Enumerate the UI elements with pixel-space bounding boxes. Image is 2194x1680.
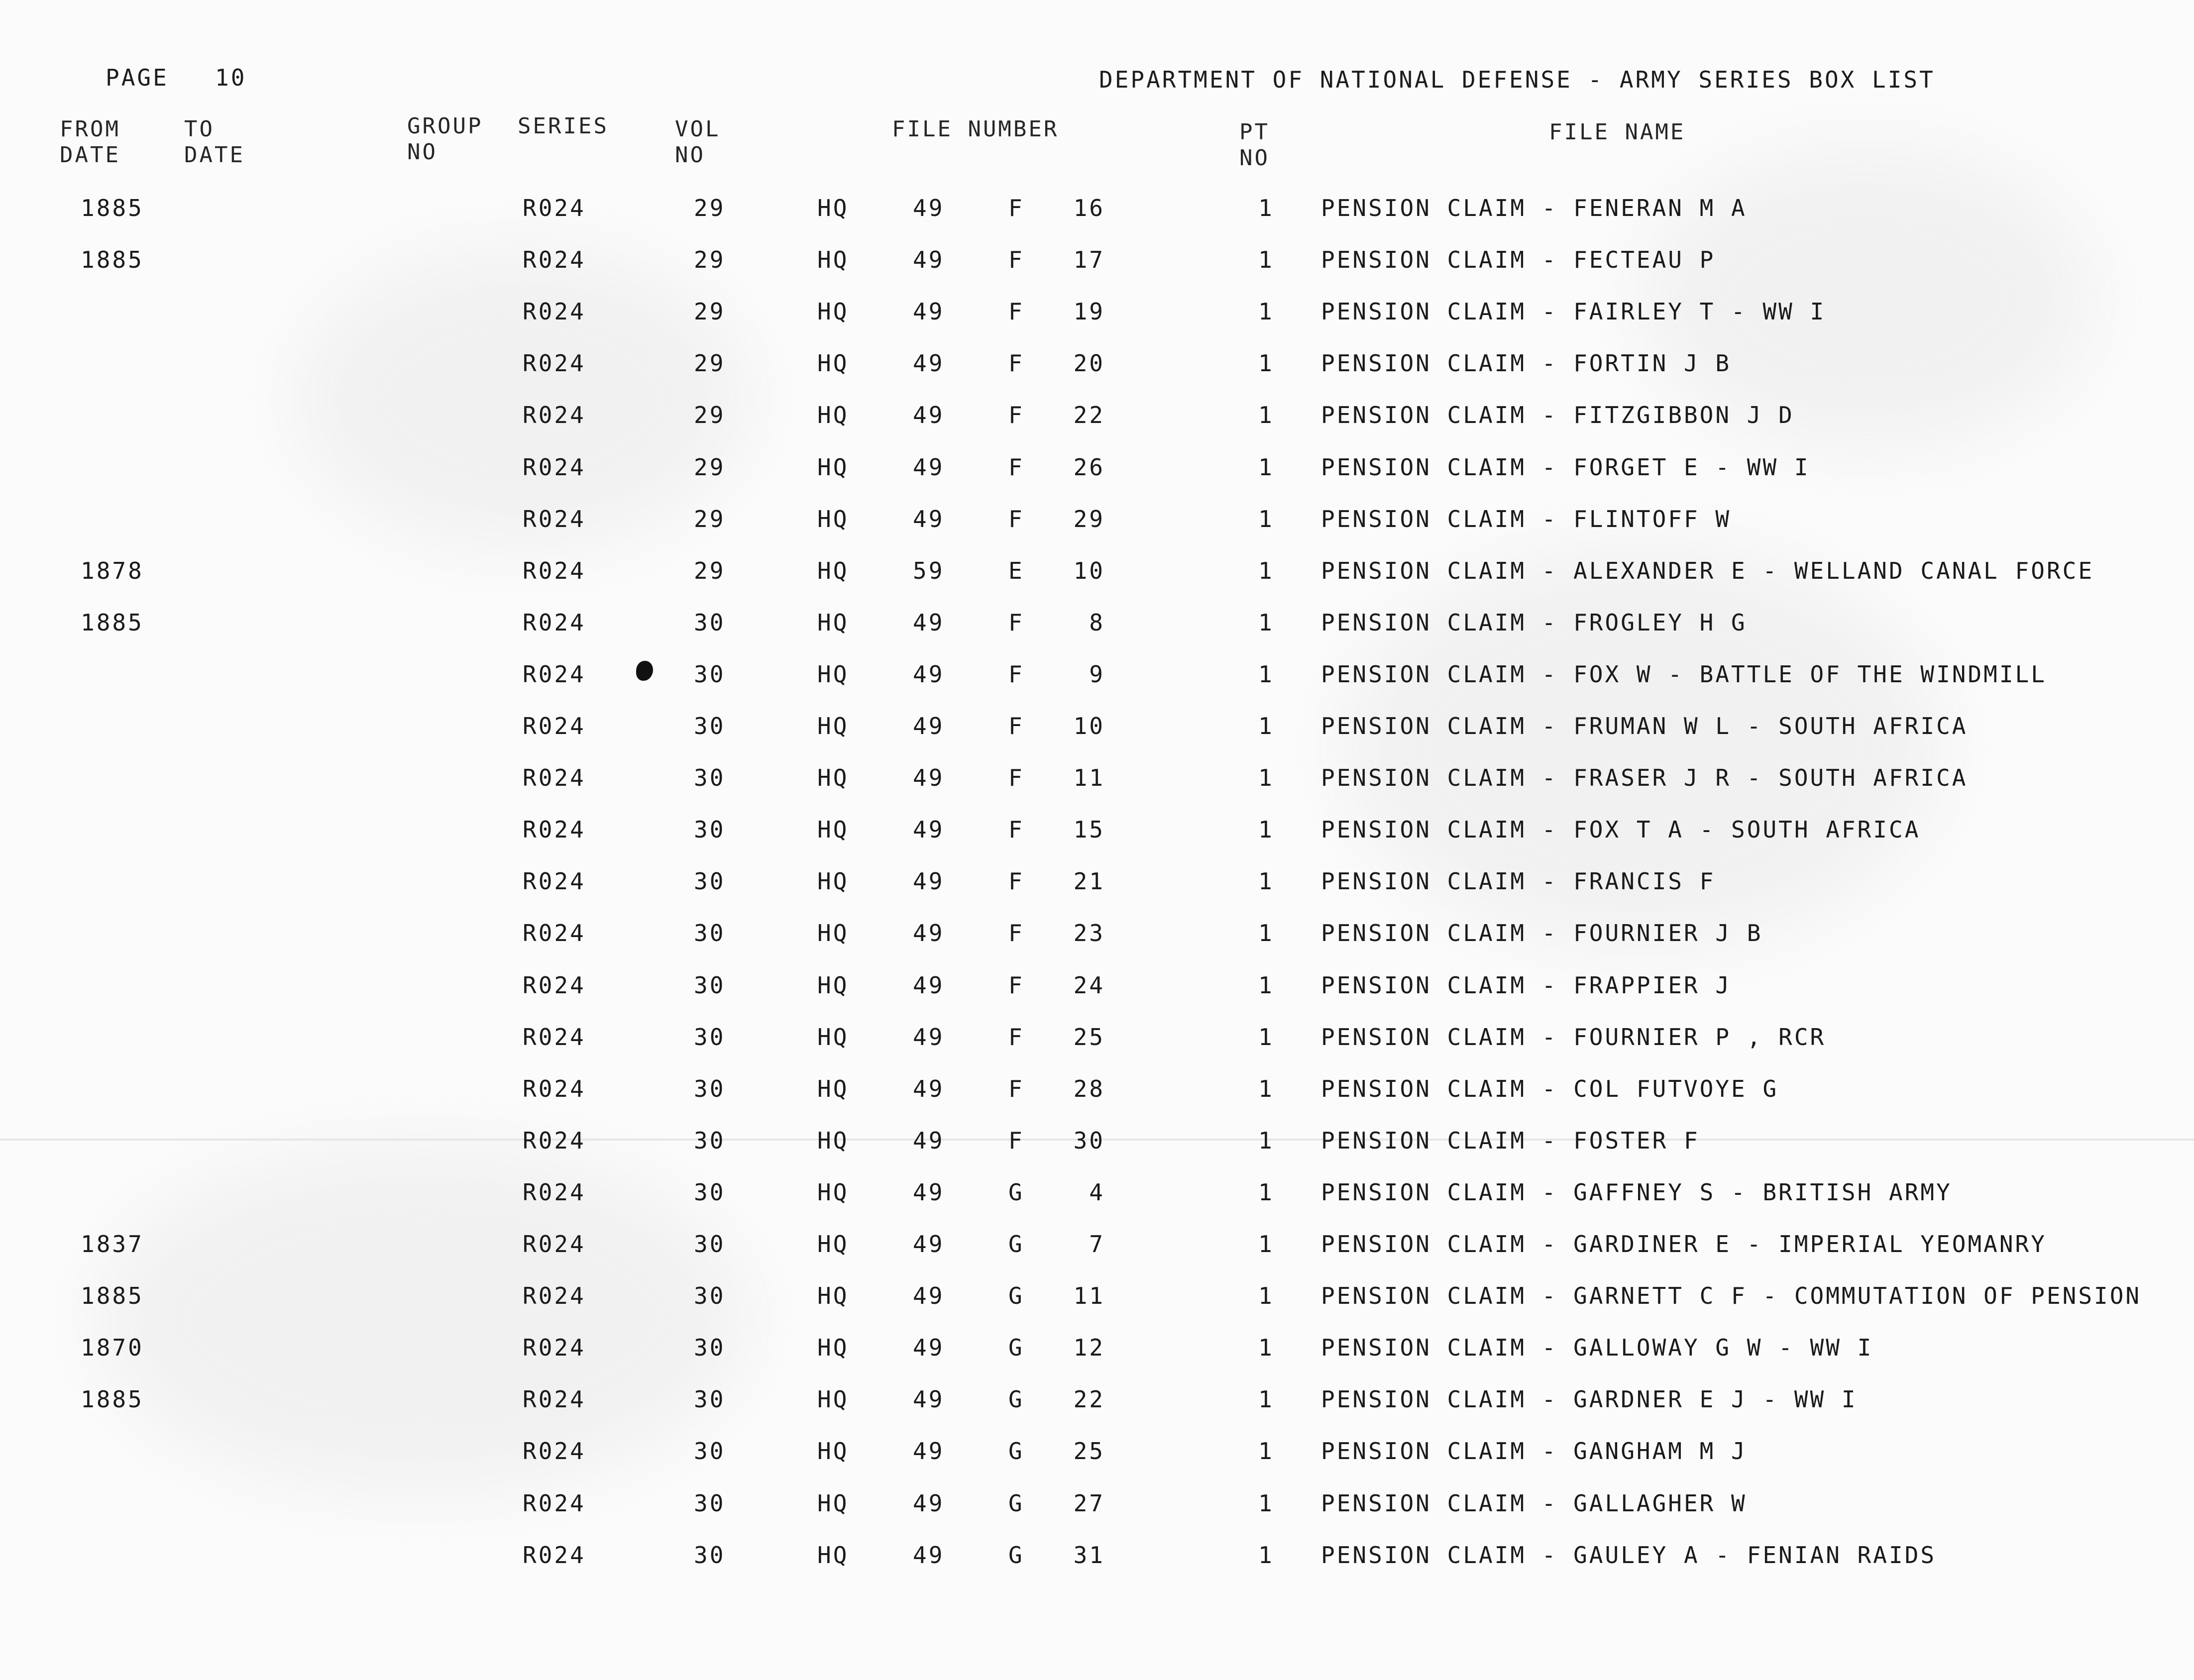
from-date-cell: 1885: [81, 1386, 144, 1413]
table-row: [0, 1333, 2194, 1363]
file-letter-cell: F: [1008, 298, 1024, 325]
file-prefix-cell: HQ: [817, 1179, 849, 1206]
file-prefix-cell: HQ: [817, 816, 849, 843]
file-block-cell: 49: [913, 1542, 945, 1569]
pt-no-cell: 1: [1258, 506, 1274, 532]
table-row: [0, 1488, 2194, 1518]
file-prefix-cell: HQ: [817, 1231, 849, 1258]
vol-no-cell: 30: [694, 1231, 726, 1258]
file-block-cell: 49: [913, 1334, 945, 1361]
vol-no-cell: 29: [694, 298, 726, 325]
file-number-cell: 11: [1073, 764, 1105, 791]
table-row: [0, 1126, 2194, 1155]
file-block-cell: 49: [913, 246, 945, 273]
file-name-cell: PENSION CLAIM - FAIRLEY T - WW I: [1321, 298, 1826, 325]
file-name-cell: PENSION CLAIM - ALEXANDER E - WELLAND CANAL FORCE: [1321, 557, 2094, 584]
from-date-cell: 1837: [81, 1231, 144, 1258]
series-cell: R024: [523, 246, 586, 273]
vol-no-cell: 30: [694, 1438, 726, 1465]
file-number-cell: 30: [1073, 1127, 1105, 1154]
pt-no-cell: 1: [1258, 661, 1274, 688]
vol-no-cell: 30: [694, 1386, 726, 1413]
vol-no-cell: 30: [694, 816, 726, 843]
file-name-cell: PENSION CLAIM - GAFFNEY S - BRITISH ARMY: [1321, 1179, 1952, 1206]
pt-no-cell: 1: [1258, 298, 1274, 325]
file-prefix-cell: HQ: [817, 350, 849, 377]
file-letter-cell: G: [1008, 1438, 1024, 1465]
file-name-cell: PENSION CLAIM - FOX W - BATTLE OF THE WINDMILL: [1321, 661, 2047, 688]
table-row: [0, 1540, 2194, 1570]
file-number-cell: 21: [1073, 868, 1105, 895]
pt-no-cell: 1: [1258, 246, 1274, 273]
file-block-cell: 49: [913, 195, 945, 221]
pt-no-cell: 1: [1258, 1438, 1274, 1465]
series-cell: R024: [523, 557, 586, 584]
file-letter-cell: G: [1008, 1386, 1024, 1413]
table-row: [0, 348, 2194, 378]
series-cell: R024: [523, 195, 586, 221]
file-number-cell: 31: [1073, 1542, 1105, 1569]
file-number-cell: 4: [1089, 1179, 1105, 1206]
pt-no-cell: 1: [1258, 454, 1274, 481]
pt-no-cell: 1: [1258, 350, 1274, 377]
vol-no-cell: 29: [694, 506, 726, 532]
table-row: [0, 400, 2194, 430]
file-number-cell: 11: [1073, 1282, 1105, 1309]
file-prefix-cell: HQ: [817, 1386, 849, 1413]
table-row: [0, 452, 2194, 482]
pt-no-cell: 1: [1258, 195, 1274, 221]
pt-no-cell: 1: [1258, 920, 1274, 946]
page-number: 10: [215, 64, 247, 91]
pt-no-cell: 1: [1258, 1386, 1274, 1413]
file-name-cell: PENSION CLAIM - FORTIN J B: [1321, 350, 1732, 377]
file-block-cell: 49: [913, 661, 945, 688]
table-row: [0, 504, 2194, 534]
file-letter-cell: F: [1008, 764, 1024, 791]
file-prefix-cell: HQ: [817, 972, 849, 999]
vol-no-cell: 29: [694, 195, 726, 221]
column-header-pt-no: PT NO: [1239, 119, 1270, 171]
pt-no-cell: 1: [1258, 764, 1274, 791]
series-cell: R024: [523, 661, 586, 688]
series-cell: R024: [523, 506, 586, 532]
file-prefix-cell: HQ: [817, 557, 849, 584]
report-title: DEPARTMENT OF NATIONAL DEFENSE - ARMY SERIES BOX LIST: [1099, 66, 1935, 93]
pt-no-cell: 1: [1258, 1024, 1274, 1050]
file-block-cell: 49: [913, 868, 945, 895]
series-cell: R024: [523, 1231, 586, 1258]
table-row: [0, 1281, 2194, 1311]
table-row: [0, 1384, 2194, 1414]
vol-no-cell: 30: [694, 764, 726, 791]
file-prefix-cell: HQ: [817, 402, 849, 428]
file-letter-cell: F: [1008, 713, 1024, 739]
file-name-cell: PENSION CLAIM - FOSTER F: [1321, 1127, 1700, 1154]
series-cell: R024: [523, 1438, 586, 1465]
pt-no-cell: 1: [1258, 868, 1274, 895]
table-row: [0, 918, 2194, 948]
file-name-cell: PENSION CLAIM - FRASER J R - SOUTH AFRICA: [1321, 764, 1968, 791]
file-block-cell: 49: [913, 713, 945, 739]
file-number-cell: 17: [1073, 246, 1105, 273]
file-number-cell: 20: [1073, 350, 1105, 377]
series-cell: R024: [523, 1490, 586, 1517]
vol-no-cell: 30: [694, 609, 726, 636]
file-letter-cell: F: [1008, 816, 1024, 843]
file-prefix-cell: HQ: [817, 661, 849, 688]
file-letter-cell: G: [1008, 1179, 1024, 1206]
series-cell: R024: [523, 1075, 586, 1102]
file-name-cell: PENSION CLAIM - GALLOWAY G W - WW I: [1321, 1334, 1873, 1361]
table-row: [0, 1022, 2194, 1052]
file-block-cell: 49: [913, 1438, 945, 1465]
file-prefix-cell: HQ: [817, 1024, 849, 1050]
file-prefix-cell: HQ: [817, 1127, 849, 1154]
table-row: [0, 1177, 2194, 1207]
file-letter-cell: F: [1008, 920, 1024, 946]
file-name-cell: PENSION CLAIM - FRANCIS F: [1321, 868, 1716, 895]
series-cell: R024: [523, 402, 586, 428]
file-block-cell: 49: [913, 609, 945, 636]
file-block-cell: 59: [913, 557, 945, 584]
vol-no-cell: 29: [694, 402, 726, 428]
file-block-cell: 49: [913, 920, 945, 946]
file-name-cell: PENSION CLAIM - FLINTOFF W: [1321, 506, 1732, 532]
from-date-cell: 1885: [81, 246, 144, 273]
series-cell: R024: [523, 920, 586, 946]
file-block-cell: 49: [913, 972, 945, 999]
paper-stain: [299, 249, 747, 547]
file-block-cell: 49: [913, 1490, 945, 1517]
file-name-cell: PENSION CLAIM - FENERAN M A: [1321, 195, 1747, 221]
file-block-cell: 49: [913, 298, 945, 325]
file-number-cell: 25: [1073, 1438, 1105, 1465]
file-block-cell: 49: [913, 1282, 945, 1309]
file-number-cell: 26: [1073, 454, 1105, 481]
from-date-cell: 1885: [81, 1282, 144, 1309]
pt-no-cell: 1: [1258, 1334, 1274, 1361]
column-header-vol-no: VOL NO: [675, 116, 721, 168]
file-prefix-cell: HQ: [817, 868, 849, 895]
file-letter-cell: F: [1008, 1075, 1024, 1102]
series-cell: R024: [523, 298, 586, 325]
vol-no-cell: 30: [694, 713, 726, 739]
table-row: [0, 608, 2194, 637]
file-name-cell: PENSION CLAIM - GAULEY A - FENIAN RAIDS: [1321, 1542, 1937, 1569]
file-number-cell: 16: [1073, 195, 1105, 221]
from-date-cell: 1870: [81, 1334, 144, 1361]
vol-no-cell: 30: [694, 1542, 726, 1569]
column-header-to-date: TO DATE: [184, 116, 245, 168]
file-block-cell: 49: [913, 506, 945, 532]
vol-no-cell: 30: [694, 1127, 726, 1154]
pt-no-cell: 1: [1258, 402, 1274, 428]
file-prefix-cell: HQ: [817, 1490, 849, 1517]
file-letter-cell: G: [1008, 1282, 1024, 1309]
file-name-cell: PENSION CLAIM - GALLAGHER W: [1321, 1490, 1747, 1517]
file-name-cell: PENSION CLAIM - GARDINER E - IMPERIAL YEOMANRY: [1321, 1231, 2047, 1258]
file-name-cell: PENSION CLAIM - GARDNER E J - WW I: [1321, 1386, 1858, 1413]
series-cell: R024: [523, 816, 586, 843]
vol-no-cell: 30: [694, 1075, 726, 1102]
series-cell: R024: [523, 868, 586, 895]
file-letter-cell: F: [1008, 609, 1024, 636]
table-row: [0, 866, 2194, 896]
file-prefix-cell: HQ: [817, 195, 849, 221]
pt-no-cell: 1: [1258, 816, 1274, 843]
file-name-cell: PENSION CLAIM - FOURNIER J B: [1321, 920, 1763, 946]
series-cell: R024: [523, 1282, 586, 1309]
file-number-cell: 15: [1073, 816, 1105, 843]
series-cell: R024: [523, 1179, 586, 1206]
file-letter-cell: F: [1008, 1024, 1024, 1050]
file-name-cell: PENSION CLAIM - FORGET E - WW I: [1321, 454, 1810, 481]
file-name-cell: PENSION CLAIM - FRAPPIER J: [1321, 972, 1732, 999]
file-block-cell: 49: [913, 1075, 945, 1102]
table-row: [0, 297, 2194, 326]
vol-no-cell: 30: [694, 661, 726, 688]
table-row: [0, 1436, 2194, 1466]
file-block-cell: 49: [913, 816, 945, 843]
file-letter-cell: F: [1008, 195, 1024, 221]
series-cell: R024: [523, 1542, 586, 1569]
vol-no-cell: 29: [694, 454, 726, 481]
file-letter-cell: G: [1008, 1490, 1024, 1517]
file-prefix-cell: HQ: [817, 1438, 849, 1465]
file-letter-cell: F: [1008, 350, 1024, 377]
file-number-cell: 8: [1089, 609, 1105, 636]
table-row: [0, 711, 2194, 741]
file-number-cell: 22: [1073, 1386, 1105, 1413]
table-row: [0, 556, 2194, 586]
file-prefix-cell: HQ: [817, 764, 849, 791]
file-name-cell: PENSION CLAIM - FECTEAU P: [1321, 246, 1716, 273]
table-row: [0, 970, 2194, 1000]
vol-no-cell: 30: [694, 972, 726, 999]
from-date-cell: 1878: [81, 557, 144, 584]
file-prefix-cell: HQ: [817, 1334, 849, 1361]
file-block-cell: 49: [913, 1024, 945, 1050]
series-cell: R024: [523, 609, 586, 636]
series-cell: R024: [523, 972, 586, 999]
series-cell: R024: [523, 713, 586, 739]
file-prefix-cell: HQ: [817, 713, 849, 739]
vol-no-cell: 30: [694, 1334, 726, 1361]
table-row: [0, 1229, 2194, 1259]
pt-no-cell: 1: [1258, 713, 1274, 739]
file-name-cell: PENSION CLAIM - FOURNIER P , RCR: [1321, 1024, 1826, 1050]
file-prefix-cell: HQ: [817, 454, 849, 481]
table-row: [0, 193, 2194, 223]
file-block-cell: 49: [913, 350, 945, 377]
pt-no-cell: 1: [1258, 1075, 1274, 1102]
table-row: [0, 659, 2194, 689]
file-block-cell: 49: [913, 454, 945, 481]
column-header-from-date: FROM DATE: [60, 116, 120, 168]
file-number-cell: 28: [1073, 1075, 1105, 1102]
column-header-group-no: GROUP NO: [407, 113, 483, 165]
table-row: [0, 815, 2194, 844]
file-prefix-cell: HQ: [817, 609, 849, 636]
vol-no-cell: 30: [694, 1490, 726, 1517]
pt-no-cell: 1: [1258, 1127, 1274, 1154]
from-date-cell: 1885: [81, 609, 144, 636]
file-block-cell: 49: [913, 1179, 945, 1206]
file-letter-cell: G: [1008, 1231, 1024, 1258]
pt-no-cell: 1: [1258, 609, 1274, 636]
file-number-cell: 10: [1073, 713, 1105, 739]
file-prefix-cell: HQ: [817, 1075, 849, 1102]
file-block-cell: 49: [913, 1386, 945, 1413]
file-number-cell: 23: [1073, 920, 1105, 946]
series-cell: R024: [523, 350, 586, 377]
column-header-file-name: FILE NAME: [1549, 119, 1686, 145]
file-number-cell: 12: [1073, 1334, 1105, 1361]
file-letter-cell: F: [1008, 868, 1024, 895]
file-number-cell: 27: [1073, 1490, 1105, 1517]
file-block-cell: 49: [913, 764, 945, 791]
pt-no-cell: 1: [1258, 1490, 1274, 1517]
file-number-cell: 25: [1073, 1024, 1105, 1050]
file-letter-cell: F: [1008, 1127, 1024, 1154]
file-letter-cell: E: [1008, 557, 1024, 584]
table-row: [0, 245, 2194, 275]
file-number-cell: 24: [1073, 972, 1105, 999]
table-row: [0, 763, 2194, 793]
file-letter-cell: F: [1008, 402, 1024, 428]
file-name-cell: PENSION CLAIM - COL FUTVOYE G: [1321, 1075, 1779, 1102]
series-cell: R024: [523, 1024, 586, 1050]
table-row: [0, 1074, 2194, 1104]
series-cell: R024: [523, 764, 586, 791]
file-letter-cell: F: [1008, 506, 1024, 532]
pt-no-cell: 1: [1258, 1179, 1274, 1206]
vol-no-cell: 30: [694, 1024, 726, 1050]
file-prefix-cell: HQ: [817, 1542, 849, 1569]
vol-no-cell: 30: [694, 1282, 726, 1309]
file-block-cell: 49: [913, 1127, 945, 1154]
vol-no-cell: 29: [694, 557, 726, 584]
file-number-cell: 19: [1073, 298, 1105, 325]
pt-no-cell: 1: [1258, 972, 1274, 999]
pt-no-cell: 1: [1258, 1542, 1274, 1569]
file-letter-cell: F: [1008, 246, 1024, 273]
vol-no-cell: 29: [694, 246, 726, 273]
file-number-cell: 29: [1073, 506, 1105, 532]
vol-no-cell: 30: [694, 868, 726, 895]
file-prefix-cell: HQ: [817, 298, 849, 325]
file-letter-cell: F: [1008, 454, 1024, 481]
file-number-cell: 9: [1089, 661, 1105, 688]
file-name-cell: PENSION CLAIM - FOX T A - SOUTH AFRICA: [1321, 816, 1921, 843]
column-header-file-number: FILE NUMBER: [892, 116, 1059, 142]
series-cell: R024: [523, 454, 586, 481]
file-prefix-cell: HQ: [817, 506, 849, 532]
pt-no-cell: 1: [1258, 557, 1274, 584]
file-name-cell: PENSION CLAIM - FROGLEY H G: [1321, 609, 1747, 636]
file-letter-cell: F: [1008, 972, 1024, 999]
page-label: PAGE: [106, 64, 169, 91]
vol-no-cell: 30: [694, 1179, 726, 1206]
file-name-cell: PENSION CLAIM - FRUMAN W L - SOUTH AFRICA: [1321, 713, 1968, 739]
file-prefix-cell: HQ: [817, 246, 849, 273]
series-cell: R024: [523, 1334, 586, 1361]
vol-no-cell: 30: [694, 920, 726, 946]
file-letter-cell: G: [1008, 1542, 1024, 1569]
file-prefix-cell: HQ: [817, 920, 849, 946]
from-date-cell: 1885: [81, 195, 144, 221]
series-cell: R024: [523, 1127, 586, 1154]
file-name-cell: PENSION CLAIM - FITZGIBBON J D: [1321, 402, 1794, 428]
pt-no-cell: 1: [1258, 1282, 1274, 1309]
file-number-cell: 22: [1073, 402, 1105, 428]
file-name-cell: PENSION CLAIM - GANGHAM M J: [1321, 1438, 1747, 1465]
file-prefix-cell: HQ: [817, 1282, 849, 1309]
series-cell: R024: [523, 1386, 586, 1413]
file-number-cell: 7: [1089, 1231, 1105, 1258]
column-header-series: SERIES: [518, 113, 609, 139]
file-name-cell: PENSION CLAIM - GARNETT C F - COMMUTATION OF PENSION: [1321, 1282, 2142, 1309]
file-letter-cell: G: [1008, 1334, 1024, 1361]
file-block-cell: 49: [913, 1231, 945, 1258]
vol-no-cell: 29: [694, 350, 726, 377]
file-letter-cell: F: [1008, 661, 1024, 688]
file-number-cell: 10: [1073, 557, 1105, 584]
file-block-cell: 49: [913, 402, 945, 428]
pt-no-cell: 1: [1258, 1231, 1274, 1258]
